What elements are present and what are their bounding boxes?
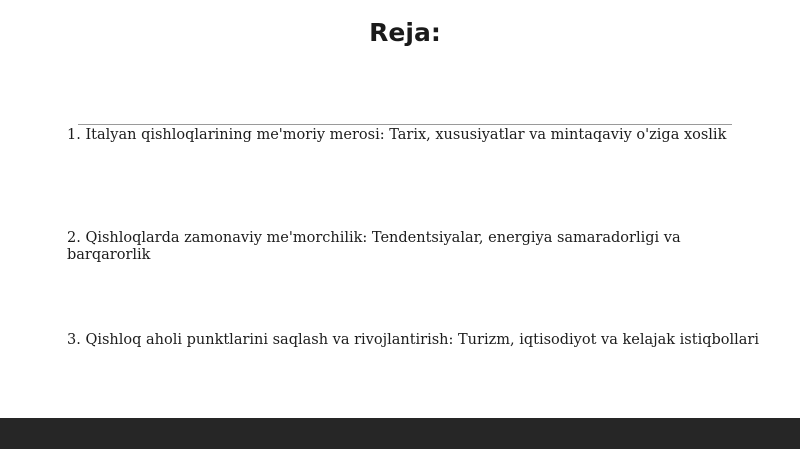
divider-line [78,124,732,125]
plan-item-1: 1. Italyan qishloqlarining me'moriy merosi: Tarix, xususiyatlar va mintaqaviy o'ziga xoslik [67,127,727,143]
footer-bar [0,418,800,449]
plan-item-2: 2. Qishloqlarda zamonaviy me'morchilik: Tendentsiyalar, energiya samaradorligi va barqarorlik [67,230,681,263]
slide-title: Reja: [369,18,441,47]
plan-item-3: 3. Qishloq aholi punktlarini saqlash va rivojlantirish: Turizm, iqtisodiyot va kelajak istiqbollari [67,332,759,348]
